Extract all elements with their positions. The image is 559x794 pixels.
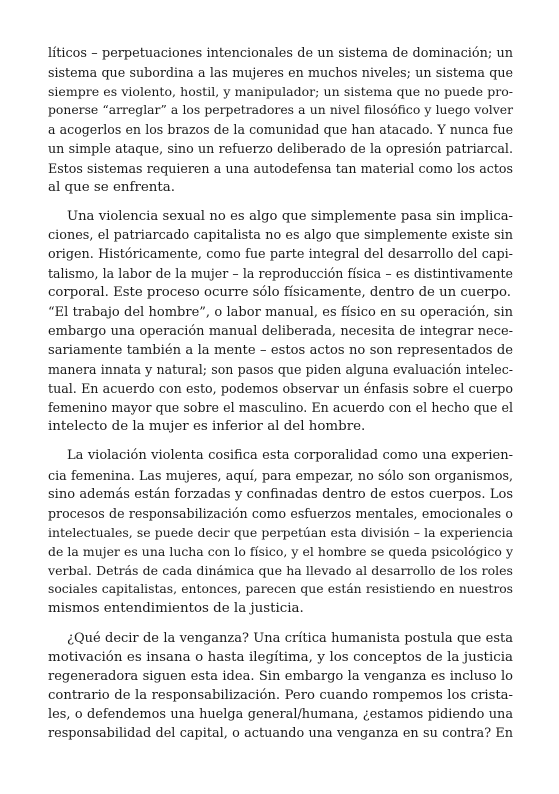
text-line: ponerse “arreglar” a los perpetradores a un nivel filosófico y luego volver <box>48 103 513 118</box>
text-line: verbal. Detrás de cada dinámica que ha llevado al desarrollo de los roles <box>48 563 513 579</box>
text-line: al que se enfrenta. <box>48 179 176 195</box>
text-line: Estos sistemas requieren a una autodefensa tan material como los actos <box>48 160 513 176</box>
text-line: les, o defendemos una huelga general/humana, ¿estamos pidiendo una <box>48 706 513 722</box>
text-line: La violación violenta cosifica esta corporalidad como una experien- <box>67 448 513 464</box>
text-line: procesos de responsabilización como esfuerzos mentales, emocionales o <box>48 505 513 521</box>
text-line: contrario de la responsabilización. Pero cuando rompemos los crista- <box>48 687 513 703</box>
text-line: corporal. Este proceso ocurre sólo físicamente, dentro de un cuerpo. <box>48 285 511 301</box>
paragraph <box>48 44 513 197</box>
text-line: manera innata y natural; son pasos que piden alguna evaluación intelec- <box>48 361 513 377</box>
text-line: sino además están forzadas y confinadas dentro de estos cuerpos. Los <box>48 486 513 502</box>
text-line: a acogerlos en los brazos de la comunidad que han atacado. Y nunca fue <box>48 122 513 138</box>
text-line: siempre es violento, hostil, y manipulador; un sistema que no puede pro- <box>48 84 513 100</box>
text-line: cia femenina. Las mujeres, aquí, para empezar, no sólo son organismos, <box>48 467 513 483</box>
text-line: mismos entendimientos de la justicia. <box>48 601 304 617</box>
paragraph <box>48 629 513 744</box>
text-line: motivación es insana o hasta ilegítima, y los conceptos de la justicia <box>48 649 513 665</box>
text-line: un simple ataque, sino un refuerzo deliberado de la opresión patriarcal. <box>48 141 513 157</box>
text-line: ciones, el patriarcado capitalista no es algo que simplemente existe sin <box>48 228 513 244</box>
text-line: embargo una operación manual deliberada, necesita de integrar nece- <box>48 323 513 339</box>
document-page <box>48 44 513 753</box>
text-line: femenino mayor que sobre el masculino. En acuerdo con el hecho que el <box>48 399 513 415</box>
text-line: origen. Históricamente, como fue parte integral del desarrollo del capi- <box>48 247 513 263</box>
paragraph <box>48 207 513 436</box>
text-line: sociales capitalistas, entonces, parecen que están resistiendo en nuestros <box>48 582 513 597</box>
text-line: sariamente también a la mente – estos actos no son representados de <box>48 342 513 358</box>
text-line: intelectuales, se puede decir que perpetúan esta división – la experiencia <box>48 524 513 540</box>
text-line: “El trabajo del hombre”, o labor manual, es físico en su operación, sin <box>48 304 513 320</box>
text-line: regeneradora siguen esta idea. Sin embargo la venganza es incluso lo <box>48 668 513 684</box>
text-line: responsabilidad del capital, o actuando una venganza en su contra? En <box>48 726 513 742</box>
text-line: sistema que subordina a las mujeres en muchos niveles; un sistema que <box>48 65 513 81</box>
text-line: intelecto de la mujer es inferior al del hombre. <box>48 419 366 435</box>
text-line: ¿Qué decir de la venganza? Una crítica humanista postula que esta <box>67 630 513 646</box>
text-line: Una violencia sexual no es algo que simplemente pasa sin implica- <box>67 209 513 225</box>
text-line: líticos – perpetuaciones intencionales de un sistema de dominación; un <box>48 46 513 61</box>
text-line: talismo, la labor de la mujer – la reproducción física – es distintivamente <box>48 266 513 282</box>
paragraph <box>48 446 513 618</box>
text-line: de la mujer es una lucha con lo físico, y el hombre se queda psicológico y <box>48 543 513 559</box>
text-line: tual. En acuerdo con esto, podemos observar un énfasis sobre el cuerpo <box>48 380 513 396</box>
